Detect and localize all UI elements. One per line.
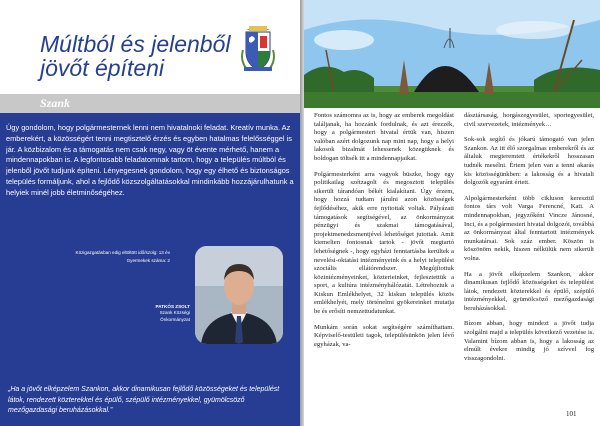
pull-quote (8, 385, 292, 417)
person-name: PATKÓS ZSOLT (155, 304, 190, 309)
person-caption (120, 304, 190, 323)
body-paragraph: Ha a jövőt elképzelem Szankon, akkor dinamikusan fejlődő közösségeket és települést látok, rendezett közterekkel és épülő, szépülő intézményekkel, gyümölcsöző mezőgazdasági beruházásokkal. (464, 270, 594, 312)
page-number: 101 (566, 410, 577, 418)
article-title (40, 32, 231, 80)
title-line-2: jövőt építeni (40, 55, 165, 81)
text-column-2 (464, 112, 594, 370)
place-bar (0, 94, 300, 113)
body-paragraph: dásztársaság, horgászegyesület, sportegyesület, civil szervezetek, intézmények… (464, 112, 594, 128)
coat-of-arms-icon (240, 24, 276, 74)
portrait-photo (195, 246, 283, 344)
stat-children: Gyermekek száma: 2 (126, 258, 170, 263)
stat-years: Közigazgatásban edig eltöltött idő/szolg: 13 év (75, 250, 170, 255)
body-paragraph: Munkám során sokat segítségére számíthattam. Képviselő-testületi tagok, településünkön jelen lévő egyházak, va- (314, 323, 454, 348)
pull-quote-text: „Ha a jövőt elképzelem Szankon, akkor dinamikusan fejlődő közösségeket és települést látok, rendezett közterekkel és épülő, szépülő intézményekkel, gyümölcsöző mezőgazdasági beruházásokkal.” (8, 386, 280, 415)
right-page (304, 0, 600, 426)
body-paragraph: Sok-sok segítő és jókarú támogató van jelen Szankon. Az itt élő szorgalmas emberekről és az általuk megteremtett értékekről hosszasan tudnék mesélni. Értem jelen van a tenni akarás kis közösségünkben: a lakosság és a hivatali dolgozók egyaránt értett. (464, 136, 594, 187)
person-role-line-1: Szank Községi (159, 310, 190, 316)
blue-panel (0, 113, 300, 426)
body-paragraph: Bízom abban, hogy mindezt a jövőt tudja szolgálni majd a település következő vezetése is. Valamint bízom abban is, hogy a lakosság az elmúlt évekre mindig jó szívvel fog visszagondolni. (464, 320, 594, 362)
body-paragraph: Fontos számomra az is, hogy az emberek megoldást találjanak, ha hozzánk fordulnak, és azt érezzék, hogy a polgármesteri hivatal értük van, hiszen valóban azért dolgozunk nap mint nap, hogy a helyi lakosok bizalmát lehessenek közegüknek és boldogan töltsék itt a mindennapjaikat. (314, 112, 454, 162)
intro-paragraph: Úgy gondolom, hogy polgármesternek lenni nem hivatalnoki feladat. Kreatív munka. Az emberekért, a közösségért tenni megtisztelő érzés és egyben hatalmas felelősséggel is jár. A közbizalom és a támogatás nem csak negy, vagy öt évente mérhető, hanem a mindennapokban is. A legfontosabb feladatomnak tartom, hogy a település múltból és jelenből jövőt tudjunk építeni. Lényegesnek gondolom, hogy egy élhető és biztonságos település formáljunk, ahol a fejlődő közszolgáltatásokkal mindinkább hozzájárulhatunk a helyiek minél jobb életminőségéhez. (6, 123, 294, 197)
body-paragraph: Polgármesterként arra vagyok büszke, hogy egy politikailag szétzagolt és megosztott település sikerült tárandóan békét kialakítani. Úgy érzem, hogy hozzá tudtam járulni azon közösségek fejlődéséhez, akik erre nyitottak voltak. Pályázati támogatások segítségével, az önkormányzat pénzügyi és szakmai támogatásával, projektmenedzsmentjével lehetőséget jutottak. Amit kiemelten fontosnak tartok - jövőt megtartó lehetőségnek -, hogy egyházi fenntartásba kerültek a nevelési-oktatási intézményeink és a helyi települési szociális ellátórendszer. Megújítottuk közintézményeinket, közterieinket, fejlesztettük a sport, a kultúra intézményhálózatát. Létrehoztuk a Kiskun Emlékhelyet, 32 kiskun település közös emlékhelyét, mely történelmi gyökereinket mutatja be és erősíti nemzettudatunkat. (314, 170, 454, 316)
body-paragraph: Alpolgármesterként több cikluson keresztül fontos társ volt Varga Ferencné, Kati. A mindennapokban, jegyzőként Vincze Jánosné, Inci, és a polgármesteri hivatal dolgozói, továbbá az önkormányzat által fenntartott intézmények munkatársai. Sok száz ember. Köszön is köszönöm nekik, hiszen nélkülük nem sikerült volna. (464, 194, 595, 262)
place-name: Szank (40, 96, 71, 110)
text-column-1 (314, 112, 454, 356)
person-role-line-2: Önkormányzat (160, 316, 190, 322)
title-line-1: Múltból és jelenből (40, 31, 231, 57)
village-photo (304, 0, 600, 108)
